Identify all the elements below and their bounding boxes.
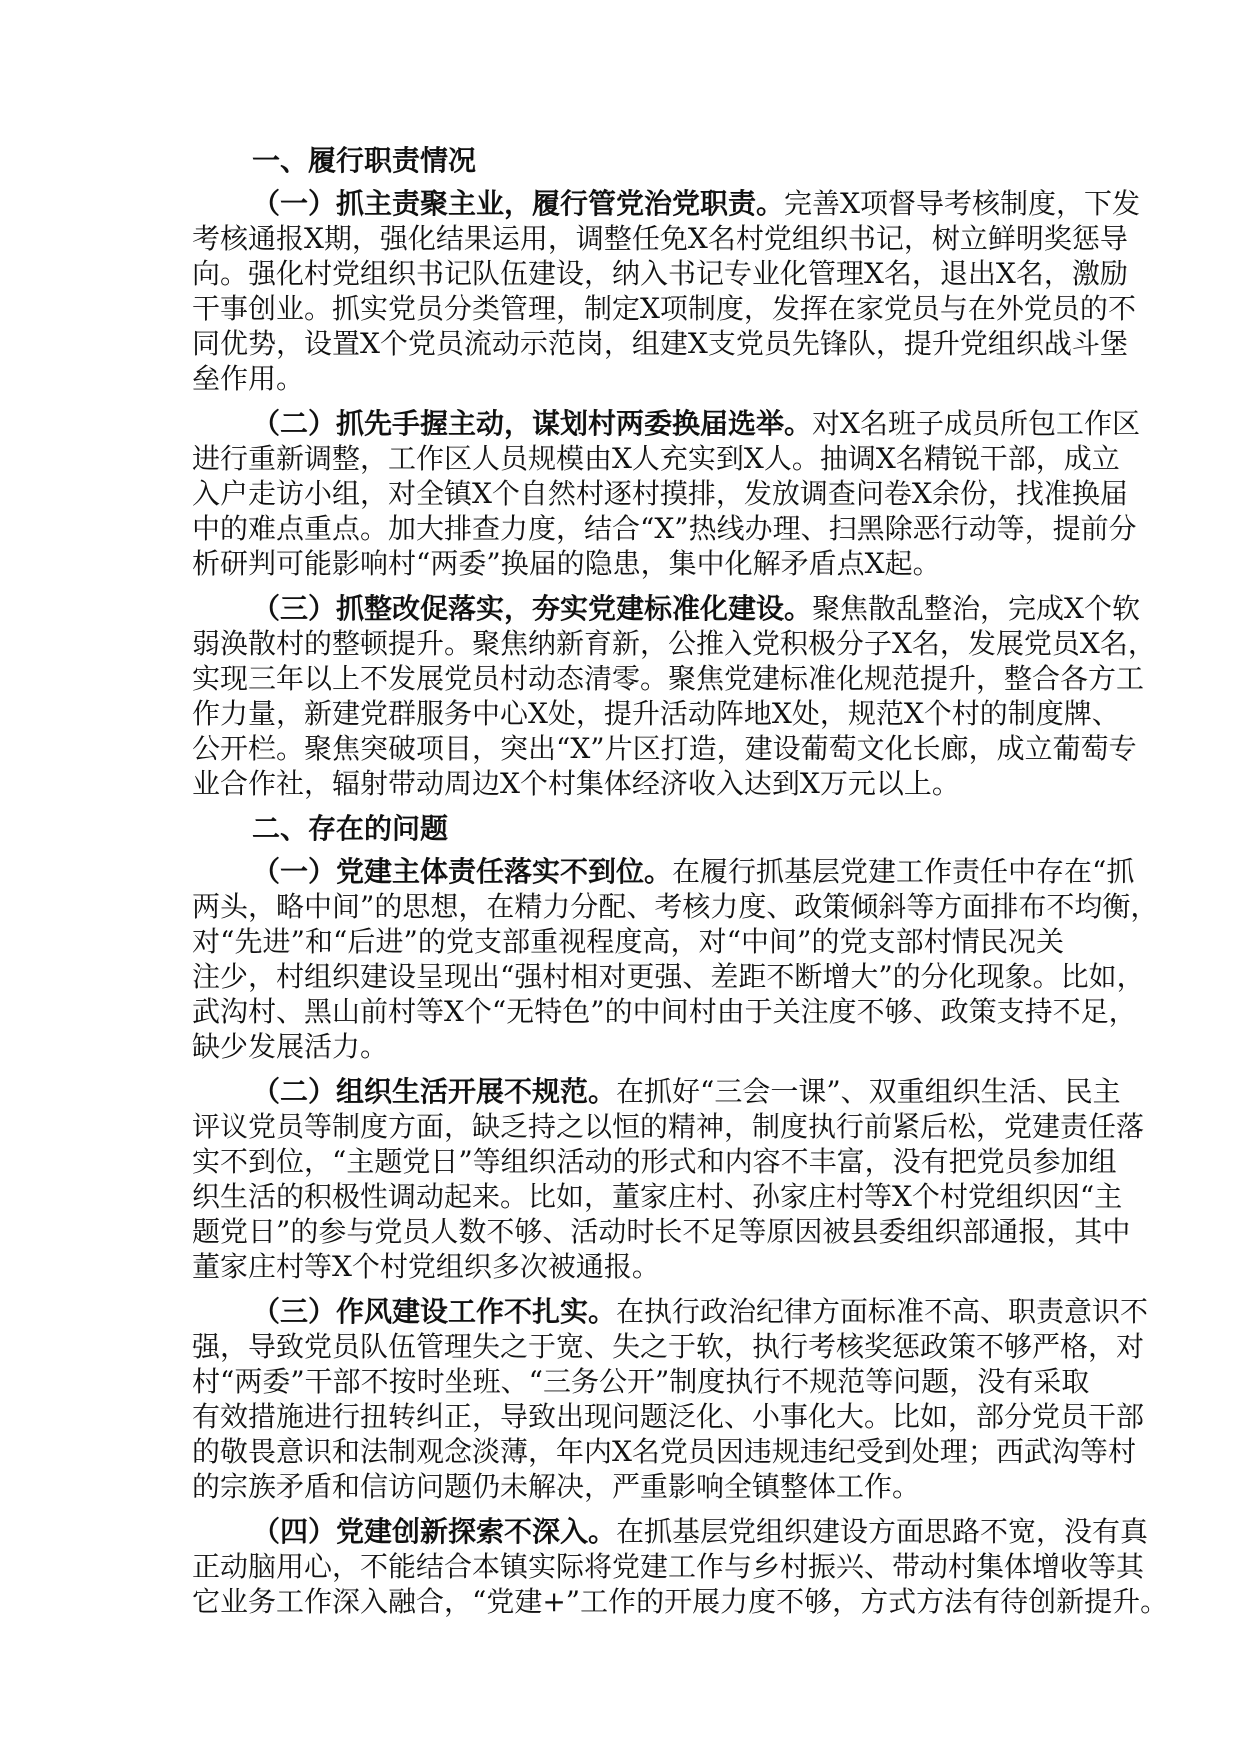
paragraph — [192, 591, 1156, 801]
paragraph-line — [192, 1074, 1121, 1109]
paragraph-line — [192, 591, 1140, 626]
paragraph-line — [192, 406, 1140, 441]
paragraph-line: 公开栏。聚焦突破项目，突出“X”片区打造，建设葡萄文化长廊，成立葡萄专 — [192, 732, 1137, 765]
paragraph-line: 实不到位，“主题党日”等组织活动的形式和内容不丰富，没有把党员参加组 — [192, 1145, 1117, 1178]
paragraph-line: 织生活的积极性调动起来。比如，董家庄村、孙家庄村等X个村党组织因“主 — [192, 1180, 1123, 1213]
paragraph-text: 完善X项督导考核制度，下发 — [784, 187, 1140, 220]
paragraph-line: 向。强化村党组织书记队伍建设，纳入书记专业化管理X名，退出X名，激励 — [192, 257, 1128, 290]
paragraph-line: 评议党员等制度方面，缺乏持之以恒的精神，制度执行前紧后松，党建责任落 — [192, 1110, 1145, 1143]
paragraph — [192, 854, 1159, 1064]
section-heading: 二、存在的问题 — [252, 812, 449, 845]
paragraph-line: 注少，村组织建设呈现出“强村相对更强、差距不断增大”的分化现象。比如， — [192, 960, 1145, 993]
paragraph-text: 在抓基层党组织建设方面思路不宽，没有真 — [616, 1515, 1149, 1548]
paragraph-lead: （二）抓先手握主动，谋划村两委换届选举。 — [252, 407, 813, 440]
paragraph-line: 两头，略中间”的思想，在精力分配、考核力度、政策倾斜等方面排布不均衡， — [192, 890, 1159, 923]
paragraph-line: 的宗族矛盾和信访问题仍未解决，严重影响全镇整体工作。 — [192, 1470, 921, 1503]
paragraph-line — [192, 186, 1140, 221]
paragraph-line: 析研判可能影响村“两委”换届的隐患，集中化解矛盾点X起。 — [192, 547, 941, 580]
paragraph-line: 中的难点重点。加大排查力度，结合“X”热线办理、扫黑除恶行动等，提前分 — [192, 512, 1137, 545]
paragraph-line: 入户走访小组，对全镇X个自然村逐村摸排，发放调查问卷X余份，找准换届 — [192, 477, 1128, 510]
paragraph — [192, 1294, 1149, 1504]
paragraph — [192, 186, 1140, 396]
paragraph-line: 垒作用。 — [192, 362, 305, 395]
paragraph-text: 对X名班子成员所包工作区 — [812, 407, 1140, 440]
paragraph-line — [192, 1294, 1149, 1329]
paragraph — [192, 1514, 1169, 1619]
paragraph-lead: （三）抓整改促落实，夯实党建标准化建设。 — [252, 592, 813, 625]
paragraph-line: 干事创业。抓实党员分类管理，制定X项制度，发挥在家党员与在外党员的不 — [192, 292, 1136, 325]
paragraph-lead: （四）党建创新探索不深入。 — [252, 1515, 617, 1548]
section-heading: 一、履行职责情况 — [252, 144, 477, 177]
paragraph-line: 强，导致党员队伍管理失之于宽、失之于软，执行考核奖惩政策不够严格，对 — [192, 1330, 1145, 1363]
paragraph-line: 对“先进”和“后进”的党支部重视程度高，对“中间”的党支部村情民况关 — [192, 925, 1064, 958]
paragraph-line: 业合作社，辐射带动周边X个村集体经济收入达到X万元以上。 — [192, 767, 960, 800]
paragraph-line: 有效措施进行扭转纠正，导致出现问题泛化、小事化大。比如，部分党员干部 — [192, 1400, 1145, 1433]
paragraph-text: 在执行政治纪律方面标准不高、职责意识不 — [616, 1295, 1149, 1328]
paragraph-lead: （一）抓主责聚主业，履行管党治党职责。 — [252, 187, 785, 220]
paragraph-line: 实现三年以上不发展党员村动态清零。聚焦党建标准化规范提升，整合各方工 — [192, 662, 1145, 695]
paragraph-line: 同优势，设置X个党员流动示范岗，组建X支党员先锋队，提升党组织战斗堡 — [192, 327, 1128, 360]
paragraph-line — [192, 854, 1135, 889]
paragraph — [192, 406, 1140, 581]
document-page — [192, 143, 1169, 1629]
paragraph-line: 董家庄村等X个村党组织多次被通报。 — [192, 1250, 660, 1283]
paragraph-text: 在抓好“三会一课”、双重组织生活、民主 — [616, 1075, 1121, 1108]
paragraph-line: 武沟村、黑山前村等X个“无特色”的中间村由于关注度不够、政策支持不足， — [192, 995, 1137, 1028]
paragraph-line: 的敬畏意识和法制观念淡薄，年内X名党员因违规违纪受到处理；西武沟等村 — [192, 1435, 1136, 1468]
paragraph-line — [192, 1514, 1149, 1549]
paragraph-lead: （三）作风建设工作不扎实。 — [252, 1295, 617, 1328]
paragraph-text: 在履行抓基层党建工作责任中存在“抓 — [672, 855, 1135, 888]
paragraph-line: 村“两委”干部不按时坐班、“三务公开”制度执行不规范等问题，没有采取 — [192, 1365, 1090, 1398]
paragraph-lead: （二）组织生活开展不规范。 — [252, 1075, 617, 1108]
paragraph-line: 它业务工作深入融合，“党建+”工作的开展力度不够，方式方法有待创新提升。 — [192, 1585, 1169, 1618]
paragraph-line: 正动脑用心，不能结合本镇实际将党建工作与乡村振兴、带动村集体增收等其 — [192, 1550, 1145, 1583]
paragraph-line: 考核通报X期，强化结果运用，调整任免X名村党组织书记，树立鲜明奖惩导 — [192, 222, 1128, 255]
paragraph-line: 缺少发展活力。 — [192, 1030, 389, 1063]
paragraph-line: 作力量，新建党群服务中心X处，提升活动阵地X处，规范X个村的制度牌、 — [192, 697, 1120, 730]
paragraph — [192, 1074, 1145, 1284]
paragraph-line: 进行重新调整，工作区人员规模由X人充实到X人。抽调X名精锐干部，成立 — [192, 442, 1120, 475]
paragraph-line: 题党日”的参与党员人数不够、活动时长不足等原因被县委组织部通报，其中 — [192, 1215, 1131, 1248]
paragraph-line: 弱涣散村的整顿提升。聚焦纳新育新，公推入党积极分子X名，发展党员X名， — [192, 627, 1156, 660]
paragraph-lead: （一）党建主体责任落实不到位。 — [252, 855, 673, 888]
paragraph-text: 聚焦散乱整治，完成X个软 — [812, 592, 1140, 625]
